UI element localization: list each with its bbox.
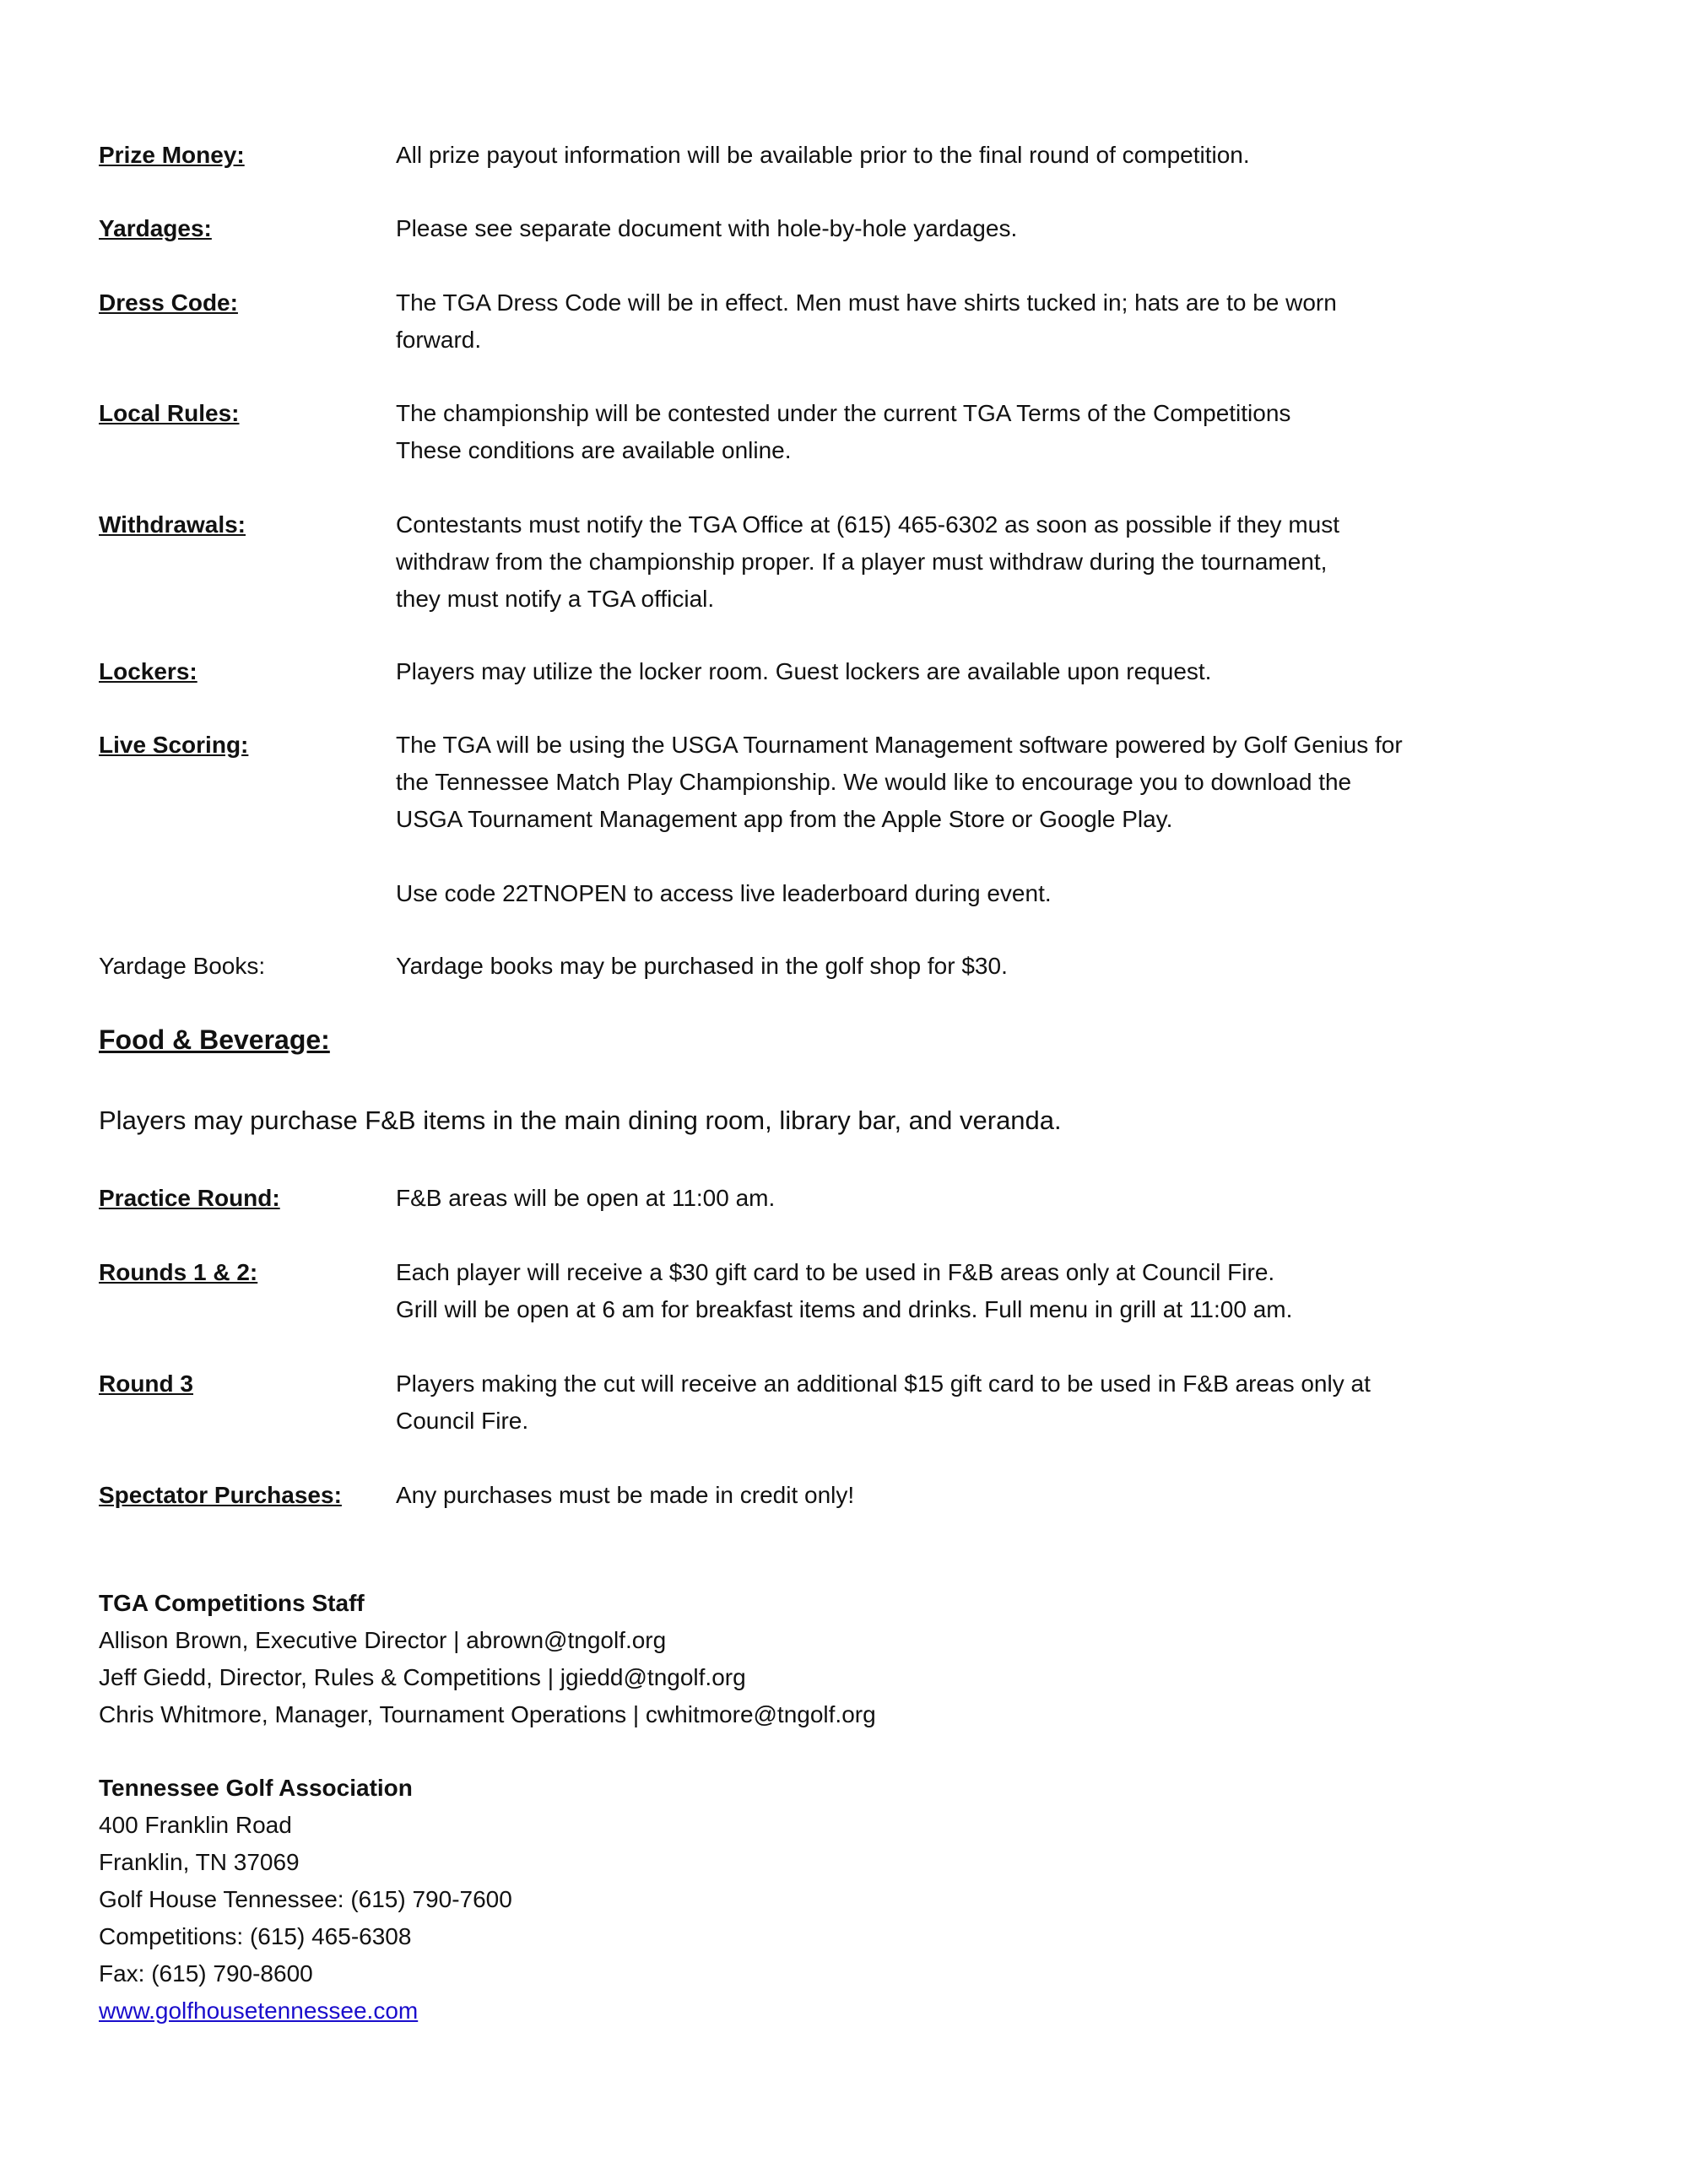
staff-line: Chris Whitmore, Manager, Tournament Operations | cwhitmore@tngolf.org: [99, 1701, 876, 1727]
text-line: Yardage books may be purchased in the golf shop for $30.: [396, 953, 1008, 979]
staff-block: [99, 1585, 876, 1733]
text-line: the Tennessee Match Play Championship. We would like to encourage you to download the: [396, 769, 1352, 795]
text-line: Each player will receive a $30 gift card to be used in F&B areas only at Council Fire.: [396, 1259, 1275, 1285]
section-text: [396, 210, 1679, 247]
section-text: [396, 1254, 1679, 1328]
section-label: Live Scoring:: [99, 732, 249, 758]
text-line: Players making the cut will receive an additional $15 gift card to be used in F&B areas only at: [396, 1370, 1371, 1397]
text-line: The championship will be contested under the current TGA Terms of the Competitions: [396, 400, 1291, 426]
text-line: F&B areas will be open at 11:00 am.: [396, 1185, 776, 1211]
section-text: [396, 137, 1679, 174]
text-line: Players may utilize the locker room. Guest lockers are available upon request.: [396, 658, 1212, 684]
food-intro: Players may purchase F&B items in the main dining room, library bar, and veranda.: [99, 1106, 1062, 1135]
text-line: All prize payout information will be available prior to the final round of competition.: [396, 142, 1250, 168]
section-label: Yardages:: [99, 215, 212, 241]
section-label: Local Rules:: [99, 400, 240, 426]
text-line: Use code 22TNOPEN to access live leaderboard during event.: [396, 880, 1052, 906]
text-line: The TGA Dress Code will be in effect. Men must have shirts tucked in; hats are to be worn: [396, 289, 1337, 316]
section-text: [396, 653, 1679, 690]
section-text: [396, 1180, 1679, 1217]
section-label: Lockers:: [99, 658, 197, 684]
section-text: [396, 1365, 1679, 1440]
section-text: [396, 727, 1679, 912]
text-line: Council Fire.: [396, 1408, 529, 1434]
section-label: Round 3: [99, 1370, 193, 1397]
text-line: forward.: [396, 327, 482, 353]
section-label: Spectator Purchases:: [99, 1482, 342, 1508]
text-line: [396, 838, 1679, 875]
text-line: USGA Tournament Management app from the Apple Store or Google Play.: [396, 806, 1173, 832]
text-line: they must notify a TGA official.: [396, 586, 715, 612]
website-link[interactable]: www.golfhousetennessee.com: [99, 1997, 419, 2024]
staff-heading: TGA Competitions Staff: [99, 1590, 365, 1616]
section-label: Prize Money:: [99, 142, 245, 168]
text-line: Contestants must notify the TGA Office at (615) 465-6302 as soon as possible if they must: [396, 511, 1340, 538]
staff-line: Allison Brown, Executive Director | abrown@tngolf.org: [99, 1627, 667, 1653]
text-line: The TGA will be using the USGA Tournament Management software powered by Golf Genius for: [396, 732, 1403, 758]
text-line: These conditions are available online.: [396, 437, 792, 463]
section-text: [396, 948, 1679, 985]
text-line: Please see separate document with hole-by-hole yardages.: [396, 215, 1018, 241]
section-label: Practice Round:: [99, 1185, 280, 1211]
address-line: Franklin, TN 37069: [99, 1849, 300, 1875]
association-block: [99, 1770, 512, 2030]
fax-line: Fax: (615) 790-8600: [99, 1960, 313, 1987]
phone-line: Competitions: (615) 465-6308: [99, 1923, 412, 1949]
section-text: [396, 506, 1679, 618]
text-line: Grill will be open at 6 am for breakfast items and drinks. Full menu in grill at 11:00 am.: [396, 1296, 1293, 1322]
association-heading: Tennessee Golf Association: [99, 1775, 413, 1801]
phone-line: Golf House Tennessee: (615) 790-7600: [99, 1886, 512, 1912]
section-text: [396, 395, 1679, 469]
food-beverage-heading: Food & Beverage:: [99, 1024, 330, 1055]
section-label: Yardage Books:: [99, 953, 266, 979]
address-line: 400 Franklin Road: [99, 1812, 292, 1838]
staff-line: Jeff Giedd, Director, Rules & Competitions | jgiedd@tngolf.org: [99, 1664, 746, 1690]
section-label: Rounds 1 & 2:: [99, 1259, 258, 1285]
section-label: Withdrawals:: [99, 511, 246, 538]
text-line: Any purchases must be made in credit only!: [396, 1482, 855, 1508]
section-text: [396, 1477, 1679, 1514]
section-label: Dress Code:: [99, 289, 238, 316]
section-text: [396, 284, 1679, 359]
text-line: withdraw from the championship proper. If a player must withdraw during the tournament,: [396, 549, 1328, 575]
